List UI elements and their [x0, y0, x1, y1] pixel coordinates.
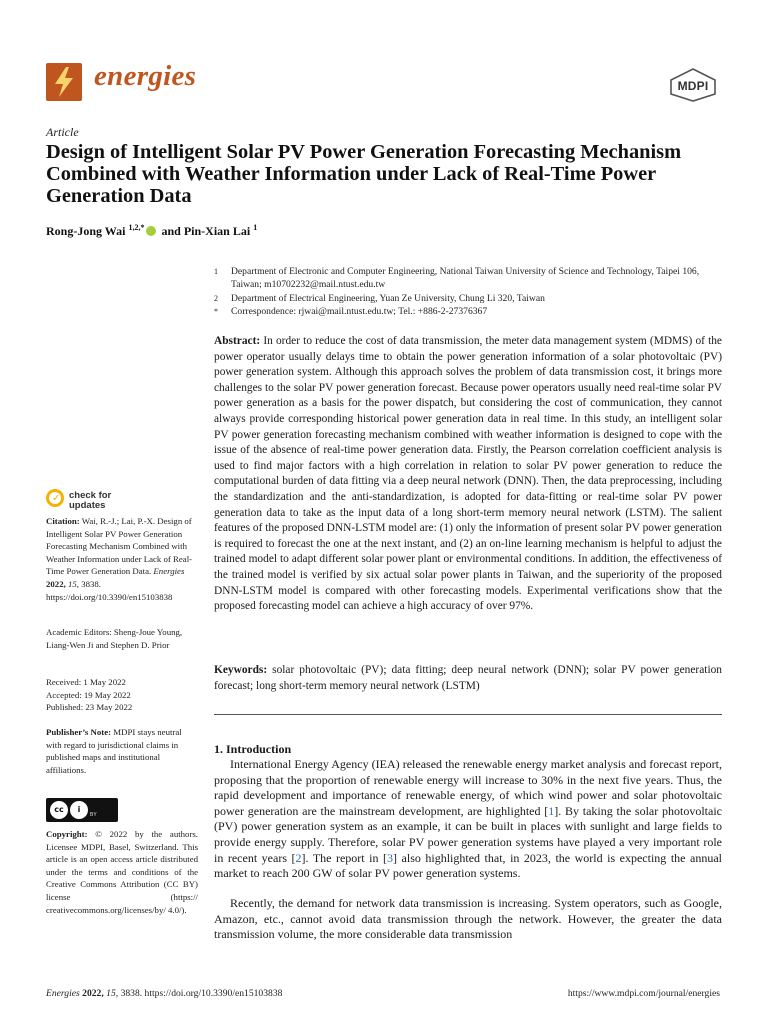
affiliation-text: Department of Electronic and Computer Engineering, National Taiwan University of Science and Technology, Taipei 106, Taiwan; m10702232@mail.ntust.edu.tw [231, 266, 700, 290]
author-name[interactable]: Rong-Jong Wai [46, 224, 126, 238]
footer-journal-url[interactable]: https://www.mdpi.com/journal/energies [567, 988, 720, 999]
author-affiliation-marks: 1 [253, 223, 258, 232]
reference-link[interactable]: 3 [387, 850, 394, 865]
citation-doi[interactable]: 3838. https://doi.org/10.3390/en15103838 [46, 578, 173, 602]
affiliation-mark: 1 [214, 267, 218, 276]
section-heading: 1. Introduction [214, 742, 292, 756]
check-label-line: check for [69, 490, 112, 501]
copyright-label: Copyright: [46, 829, 88, 839]
check-for-updates-button[interactable] [69, 491, 129, 510]
orcid-icon[interactable] [146, 226, 156, 236]
section-divider [214, 714, 722, 715]
footer-volume: 15, [106, 988, 119, 999]
publisher-note-text: MDPI stays neutral with regard to jurisdictional claims in published maps and institutional affiliations. [46, 727, 182, 775]
citation-year: 2022, [46, 578, 66, 589]
author-conjunction: and [161, 224, 181, 238]
publication-dates [46, 676, 198, 714]
keywords-text: solar photovoltaic (PV); data fitting; deep neural network (DNN); solar PV power generation forecast; long short-term memory neural network (LSTM) [214, 664, 722, 692]
citation-block [46, 515, 198, 603]
body-paragraph [214, 757, 722, 882]
footer-journal: Energies [46, 988, 80, 999]
paragraph-text: ]. The report in [ [301, 850, 388, 865]
article-type: Article [46, 125, 79, 139]
journal-logo-icon [46, 63, 82, 101]
citation-label: Citation: [46, 516, 80, 526]
affiliation-text: Department of Electrical Engineering, Yuan Ze University, Chung Li 320, Taiwan [231, 293, 545, 304]
reference-link[interactable]: 1 [548, 803, 555, 818]
keywords [214, 663, 722, 694]
publisher-name: MDPI [677, 79, 709, 93]
paragraph-text: ]. By taking the solar photovoltaic (PV) power generation system as an example, it can be built in places with sunlight and large fields to provide energy supply. Therefore, solar PV power generation systems have played a very important role in recent years [ [214, 803, 722, 865]
article-title: Design of Intelligent Solar PV Power Generation Forecasting Mechanism Combined with Weather Information under Lack of Real-Time Power Generation Data [46, 141, 682, 207]
citation-journal: Energies [153, 566, 185, 577]
author-affiliation-marks: 1,2,* [128, 223, 145, 232]
footer-citation [46, 988, 282, 999]
check-mark-icon: ✓ [52, 493, 61, 504]
published-date: Published: 23 May 2022 [46, 702, 133, 713]
paragraph-text: International Energy Agency (IEA) released the renewable energy market analysis and forecast report, proposing that the proportion of renewable energy will increase to 30% in the next five years. Thus, the rapid development and importance of renewable energy, of which wind power and solar photovoltaic power generation are the mainstream development, are highlighted [ [214, 757, 722, 818]
citation-volume: 15, [68, 578, 79, 589]
body-paragraph: Recently, the demand for network data transmission is increasing. System operators, such as Google, Amazon, etc., cannot avoid data transmission through the network. However, the greater the data transmission volume, the more considerable data transmission [214, 896, 722, 942]
citation-text: Wai, R.-J.; Lai, P.-X. Design of Intelligent Solar PV Power Generation Forecasting Mechanism Combined with Weather Information under Lack of Real-Time Power Generation Data. [46, 516, 193, 577]
footer-doi[interactable]: 3838. https://doi.org/10.3390/en15103838 [120, 988, 283, 999]
check-label-line: updates [69, 499, 106, 511]
copyright-notice [46, 828, 198, 916]
abstract-label: Abstract: [214, 335, 261, 347]
publisher-note-label: Publisher’s Note: [46, 727, 112, 737]
abstract [214, 334, 722, 615]
copyright-text: © 2022 by the authors. Licensee MDPI, Basel, Switzerland. This article is an open access article distributed under the terms and conditions of the Creative Commons Attribution (CC BY) license (https:// creativecommons.org/licenses/by/ 4.0/). [46, 829, 199, 915]
cc-symbol: cc [50, 801, 68, 819]
affiliation-mark: * [214, 307, 218, 316]
cc-by-text: BY [90, 812, 97, 818]
keywords-label: Keywords: [214, 664, 268, 676]
cc-by-license-icon[interactable] [46, 798, 118, 822]
paragraph-text: ] also highlighted that, in 2023, the world is expecting the annual market to reach 200 GW of solar PV power generation systems. [214, 850, 722, 881]
correspondence-text: Correspondence: rjwai@mail.ntust.edu.tw; Tel.: +886-2-27376367 [231, 306, 488, 317]
academic-editors: Academic Editors: Sheng-Joue Young, Liang-Wen Ji and Stephen D. Prior [46, 627, 183, 650]
accepted-date: Accepted: 19 May 2022 [46, 689, 131, 700]
author-list [46, 223, 257, 239]
received-date: Received: 1 May 2022 [46, 677, 126, 687]
footer-year: 2022, [82, 988, 104, 999]
reference-link[interactable]: 2 [295, 850, 302, 865]
abstract-text: In order to reduce the cost of data transmission, the meter data management system (MDMS) of the power operator usually delays time to obtain the power generation information of a solar photovoltaic (PV) power generation system. Although this approach solves the problem of data transmission cost, it brings more challenges to the solar PV power generation forecast. Because power operators usually need real-time solar PV power generation as a basis for the power dispatch, but considering the cost of communication, they cannot always provide corresponding historical power generation data in real time. In this study, an intelligent solar PV power generation forecasting mechanism combined with weather information is designed to cope with the issue of the absence of real-time power generation data. Firstly, the Pearson correlation coefficient analysis is used to find major factors with a high correlation in relation to solar PV power generation to reduce the computational burden of data fitting via a deep neural network (DNN). Then, the data preprocessing, including the standardization and the anti-standardization, is adopted for data-fitting or real-time solar PV power generation data to take as the input data of a long short-term memory neural network (LSTM). The salient features of the proposed DNN-LSTM model are: (1) only the information of present solar PV power generation is required to forecast the one at the next instant, and (2) an on-line learning mechanism is helpful to adjust the trained model to adapt different solar power plant or environmental conditions. In addition, the effectiveness of the trained model is verified by six actual solar power plants in Taiwan, and the superiority of the proposed DNN-LSTM model is compared with other forecasting models. Experimental verifications show that the proposed forecasting model can achieve a high accuracy of over 97%. [214, 335, 722, 613]
publisher-logo [667, 67, 719, 103]
author-name[interactable]: Pin-Xian Lai [183, 224, 251, 238]
affiliation-mark: 2 [214, 294, 218, 303]
affiliation-item [214, 265, 726, 291]
journal-name: energies [94, 60, 197, 92]
attribution-symbol: i [70, 801, 88, 819]
affiliation-item [214, 305, 726, 318]
affiliation-item [214, 292, 726, 305]
publisher-note [46, 726, 198, 776]
